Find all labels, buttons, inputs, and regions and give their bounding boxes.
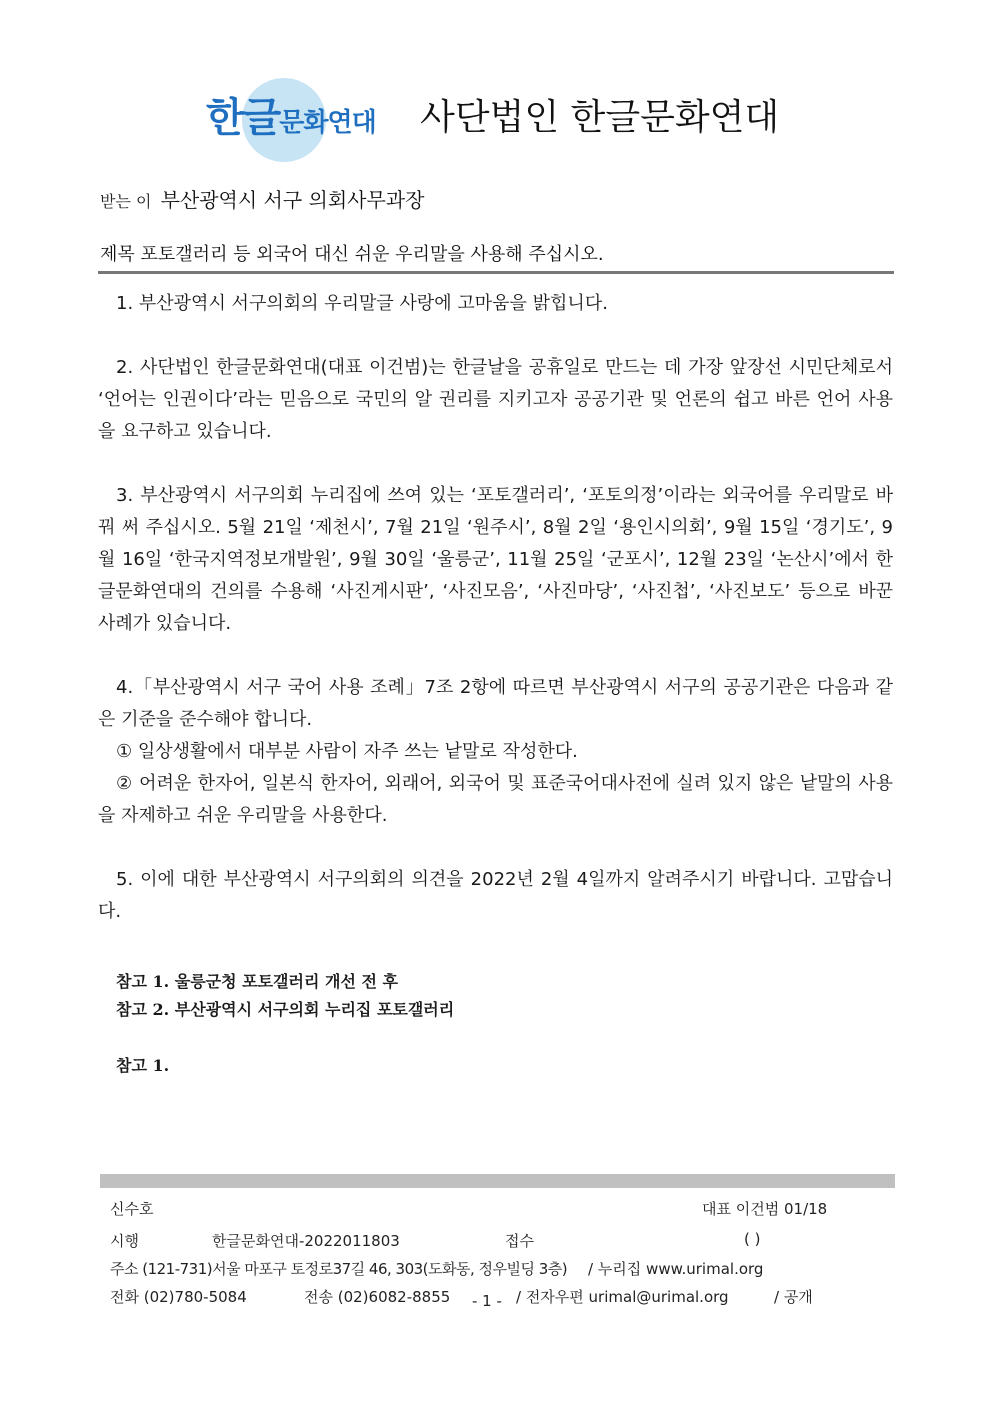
page-number: - 1 - bbox=[472, 1292, 502, 1310]
subject-divider bbox=[98, 271, 894, 274]
paragraph-1: 1. 부산광역시 서구의회의 우리말글 사랑에 고마움을 밝힙니다. bbox=[116, 293, 608, 314]
paragraph-5: 5. 이에 대한 부산광역시 서구의회의 의견을 2022년 2월 4일까지 알려주시기 바랍니다. 고맙습니다. bbox=[98, 869, 893, 922]
homepage-text: / 누리집 www.urimal.org bbox=[588, 1260, 764, 1278]
email-text: / 전자우편 urimal@urimal.org bbox=[516, 1288, 729, 1306]
reference-1-heading: 참고 1. bbox=[116, 1056, 170, 1075]
sender-label: 신수호 bbox=[110, 1200, 154, 1218]
org-title: 사단법인 한글문화연대 bbox=[420, 97, 780, 138]
logo-sub-text: 문화연대 bbox=[279, 108, 376, 138]
receive-value: ( ) bbox=[744, 1230, 761, 1248]
letter-body bbox=[98, 288, 893, 1080]
reference-list bbox=[116, 968, 893, 1080]
subject-line bbox=[100, 240, 604, 266]
paragraph-4: 4.「부산광역시 서구 국어 사용 조례」7조 2항에 따르면 부산광역시 서구의 공공기관은 다음과 같은 기준을 준수해야 합니다. bbox=[98, 677, 893, 730]
address-text: 주소 (121-731)서울 마포구 토정로37길 46, 303(도화동, 정우빌딩 3층) bbox=[110, 1260, 568, 1278]
recipient-line bbox=[100, 184, 424, 213]
ordinance-item-2: ② 어려운 한자어, 일본식 한자어, 외래어, 외국어 및 표준국어대사전에 실려 있지 않은 낱말의 사용을 자제하고 쉬운 우리말을 사용한다. bbox=[98, 773, 893, 826]
org-logo bbox=[198, 76, 388, 162]
logo-main-text: 한글 bbox=[206, 95, 280, 141]
subject-value: 포토갤러리 등 외국어 대신 쉬운 우리말을 사용해 주십시오. bbox=[140, 244, 604, 265]
recipient-label: 받는 이 bbox=[100, 192, 152, 211]
approver-text: 대표 이건범 01/18 bbox=[702, 1200, 828, 1218]
ordinance-item-1: ① 일상생활에서 대부분 사람이 자주 쓰는 낱말로 작성한다. bbox=[116, 741, 578, 762]
paragraph-3: 3. 부산광역시 서구의회 누리집에 쓰여 있는 ‘포토갤러리’, ‘포토의정’이라는 외국어를 우리말로 바꿔 써 주십시오. 5월 21일 ‘제천시’, 7월 21일 ‘원주시’, 8월 2일 ‘용인시의회’, 9월 15일 ‘경기도’, 9월 16일 ‘한국지역정보개발원’, 9월 30일 ‘울릉군’, 11월 25일 ‘군포시’, 12월 23일 ‘논산시’에서 한글문화연대의 건의를 수용해 ‘사진게시판’, ‘사진모음’, ‘사진마당’, ‘사진첩’, ‘사진보도’ 등으로 바꾼 사례가 있습니다. bbox=[98, 485, 893, 634]
reference-1: 참고 1. 울릉군청 포토갤러리 개선 전 후 bbox=[116, 972, 398, 991]
logo-text bbox=[206, 94, 376, 147]
fax-text: 전송 (02)6082-8855 bbox=[304, 1288, 451, 1306]
phone-text: 전화 (02)780-5084 bbox=[110, 1288, 247, 1306]
subject-label: 제목 bbox=[100, 244, 135, 265]
reference-2: 참고 2. 부산광역시 서구의회 누리집 포토갤러리 bbox=[116, 1000, 455, 1019]
paragraph-2: 2. 사단법인 한글문화연대(대표 이건범)는 한글날을 공휴일로 만드는 데 가장 앞장선 시민단체로서 ‘언어는 인권이다’라는 믿음으로 국민의 알 권리를 지키고자 공공기관 및 언론의 쉽고 바른 언어 사용을 요구하고 있습니다. bbox=[98, 357, 893, 442]
footer-divider bbox=[100, 1174, 895, 1188]
recipient-value: 부산광역시 서구 의회사무과장 bbox=[160, 188, 425, 212]
public-text: / 공개 bbox=[774, 1288, 813, 1306]
document-footer bbox=[100, 1198, 895, 1314]
exec-number: 한글문화연대-2022011803 bbox=[212, 1232, 400, 1250]
receive-label: 접수 bbox=[505, 1232, 534, 1250]
exec-label: 시행 bbox=[110, 1232, 139, 1250]
